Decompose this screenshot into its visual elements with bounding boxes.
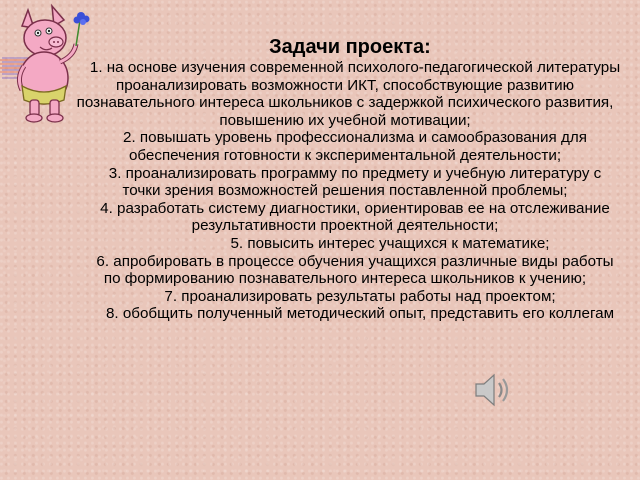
speaker-sound-icon[interactable]	[470, 368, 514, 412]
task-item: 6. апробировать в процессе обучения учащихся различные виды работы по формированию познавательного интереса школьников к учению;	[96, 252, 614, 288]
task-item: 4. разработать систему диагностики, ориентировав ее на отслеживание результативности проектной деятельности;	[100, 199, 610, 235]
task-item: 3. проанализировать программу по предмету и учебную литературу с точки зрения возможностей решения поставленной проблемы;	[108, 164, 602, 200]
task-item: 8. обобщить полученный методический опыт, представить его коллегам	[105, 305, 615, 323]
task-item: 7. проанализировать результаты работы над проектом;	[164, 287, 556, 305]
task-item: 1. на основе изучения современной психолого-педагогической литературы проанализировать возможности ИКТ, способствующие развитию познавательного интереса школьников с задержкой психического развития, повышению их учебной мотивации;	[76, 59, 621, 129]
slide-title: Задачи проекта:	[269, 36, 431, 58]
task-item: 2. повышать уровень профессионализма и самообразования для обеспечения готовности к экспериментальной деятельности;	[123, 129, 587, 164]
task-list	[68, 59, 622, 323]
task-item: 5. повысить интерес учащихся к математике;	[230, 234, 550, 252]
